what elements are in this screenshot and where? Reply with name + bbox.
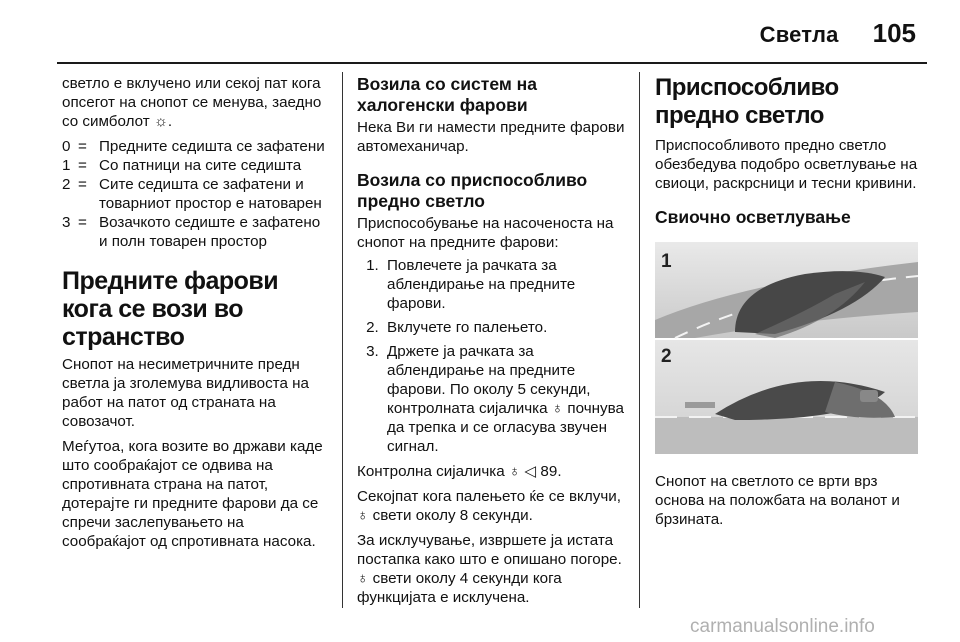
- section-heading-abroad: Предните фарови кога се вози во странство: [62, 267, 279, 351]
- header-title: Светла: [759, 22, 839, 47]
- column-divider-2: [639, 72, 640, 608]
- beam-symbol-icon: ☼.: [153, 113, 173, 130]
- column-3: [655, 74, 927, 535]
- column-1: [62, 74, 330, 557]
- settings-row: 1 = Со патници на сите седишта: [62, 157, 302, 174]
- control-lamp-ref: Контролна сијаличка ♁ ◁ 89.: [357, 463, 562, 480]
- section-heading-afl: Приспособливо предно светло: [655, 74, 839, 129]
- watermark: carmanualsonline.info: [690, 616, 875, 637]
- header-rule: [57, 62, 927, 64]
- settings-row: 3 = Возачкото седиште е зафатено и полн товарен простор: [62, 214, 321, 250]
- abroad-paragraph-2: Меѓутоа, кога возите во држави каде што сообраќајот се одвива на спротивната страна на патот, дотерајте ги предните фарови да се спречи заслепувањето на сообраќајот од спротивната насока.: [62, 438, 323, 550]
- figure-caption: Снопот на светлото се врти врз основа на положбата на воланот и брзината.: [655, 473, 900, 528]
- figure-label-2: 2: [661, 346, 672, 367]
- section-heading-halogen: Возила со систем на халогенски фарови: [357, 74, 537, 115]
- list-item: 2. Вклучете го палењето.: [383, 318, 629, 337]
- adaptive-intro: Приспособување на насоченоста на снопот на предните фарови:: [357, 215, 614, 251]
- settings-row: 0 = Предните седишта се зафатени: [62, 138, 325, 155]
- column-2: [357, 74, 629, 613]
- cornering-light-illustration: [655, 242, 918, 454]
- figure-label-1: 1: [661, 251, 672, 272]
- settings-row: 2 = Сите седишта се зафатени и товарниот простор е натоварен: [62, 176, 322, 212]
- afl-paragraph: Приспособливото предно светло обезбедува подобро осветлување на свиоци, раскрсници и тесни кривини.: [655, 137, 918, 192]
- ignition-paragraph: Секојпат кога палењето ќе се вклучи, ♁ свети околу 8 секунди.: [357, 488, 621, 524]
- cornering-light-figure: [655, 242, 918, 454]
- halogen-paragraph: Нека Ви ги намести предните фарови автомеханичар.: [357, 119, 625, 155]
- list-item: 1. Повлечете ја рачката за аблендирање на предните фарови.: [383, 256, 629, 313]
- list-item: 3. Држете ја рачката за аблендирање на предните фарови. По околу 5 секунди, контролната сијаличка ♁ почнува да трепка и се огласува звучен сигнал.: [383, 342, 629, 456]
- steps-list: [357, 256, 629, 456]
- subheading-cornering: Свиочно осветлување: [655, 207, 851, 227]
- page-header: [760, 18, 916, 49]
- intro-paragraph: светло е вклучено или секој пат кога опсегот на снопот се менува, заедно со симболот ☼.: [62, 75, 322, 130]
- column-divider-1: [342, 72, 343, 608]
- section-heading-adaptive: Возила со приспособливо предно светло: [357, 170, 588, 211]
- disable-paragraph: За исклучување, извршете ја истата постапка како што е опишано погоре. ♁ свети околу 4 секунди кога функцијата е исклучена.: [357, 532, 622, 606]
- page-number: 105: [872, 18, 916, 48]
- abroad-paragraph-1: Снопот на несиметричните предн светла ја зголемува видливоста на работ на патот од страната на совозачот.: [62, 356, 309, 430]
- settings-list: [62, 137, 330, 251]
